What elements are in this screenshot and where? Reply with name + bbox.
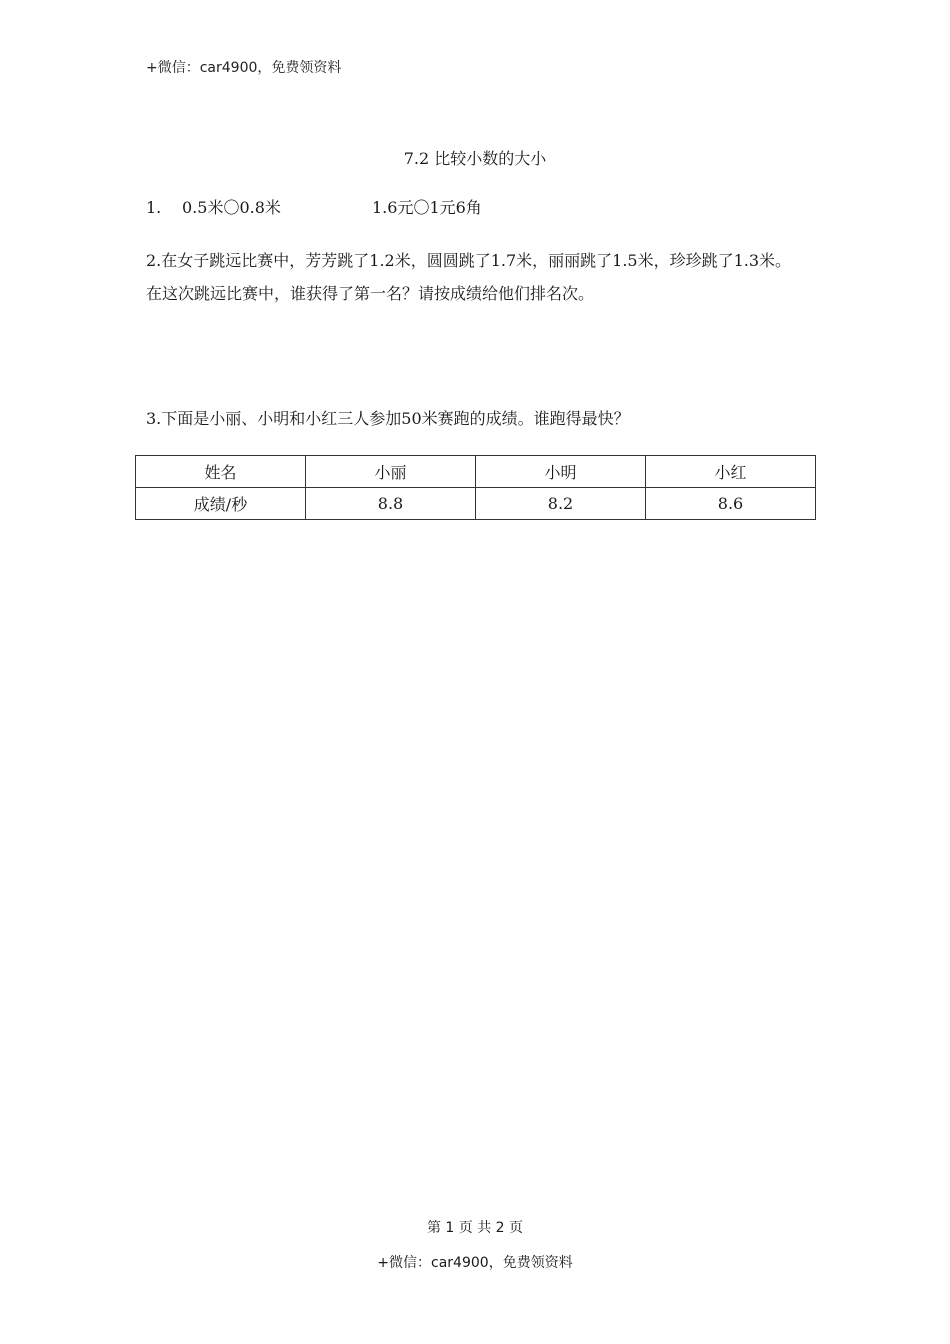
question-3: 3.下面是小丽、小明和小红三人参加50米赛跑的成绩。谁跑得最快？	[146, 409, 630, 428]
page-number: 第 1 页 共 2 页	[426, 1220, 524, 1236]
table-row	[136, 488, 816, 520]
question-2: 2.在女子跳远比赛中，芳芳跳了1.2米，圆圆跳了1.7米，丽丽跳了1.5米，珍珍跳了1.3米。在这次跳远比赛中，谁获得了第一名？请按成绩给他们排名次。	[146, 251, 792, 303]
table-cell: 小明	[476, 456, 646, 488]
question-1-number: 1.	[146, 198, 162, 217]
worksheet-title: 7.2 比较小数的大小	[403, 149, 547, 168]
table-cell: 姓名	[136, 456, 306, 488]
question-1-part-a: 0.5米〇0.8米	[182, 198, 281, 217]
table-cell: 成绩/秒	[136, 488, 306, 520]
question-1	[146, 197, 482, 219]
table-header-row	[136, 456, 816, 488]
table-cell: 8.6	[646, 488, 816, 520]
table-cell: 小丽	[306, 456, 476, 488]
table-cell: 8.8	[306, 488, 476, 520]
header-watermark-note: +微信：car4900，免费领资料	[146, 60, 342, 76]
question-1-part-b: 1.6元〇1元6角	[372, 198, 482, 217]
table-cell: 小红	[646, 456, 816, 488]
race-results-table	[135, 455, 816, 520]
footer-watermark-note: +微信：car4900，免费领资料	[377, 1255, 573, 1271]
table-cell: 8.2	[476, 488, 646, 520]
